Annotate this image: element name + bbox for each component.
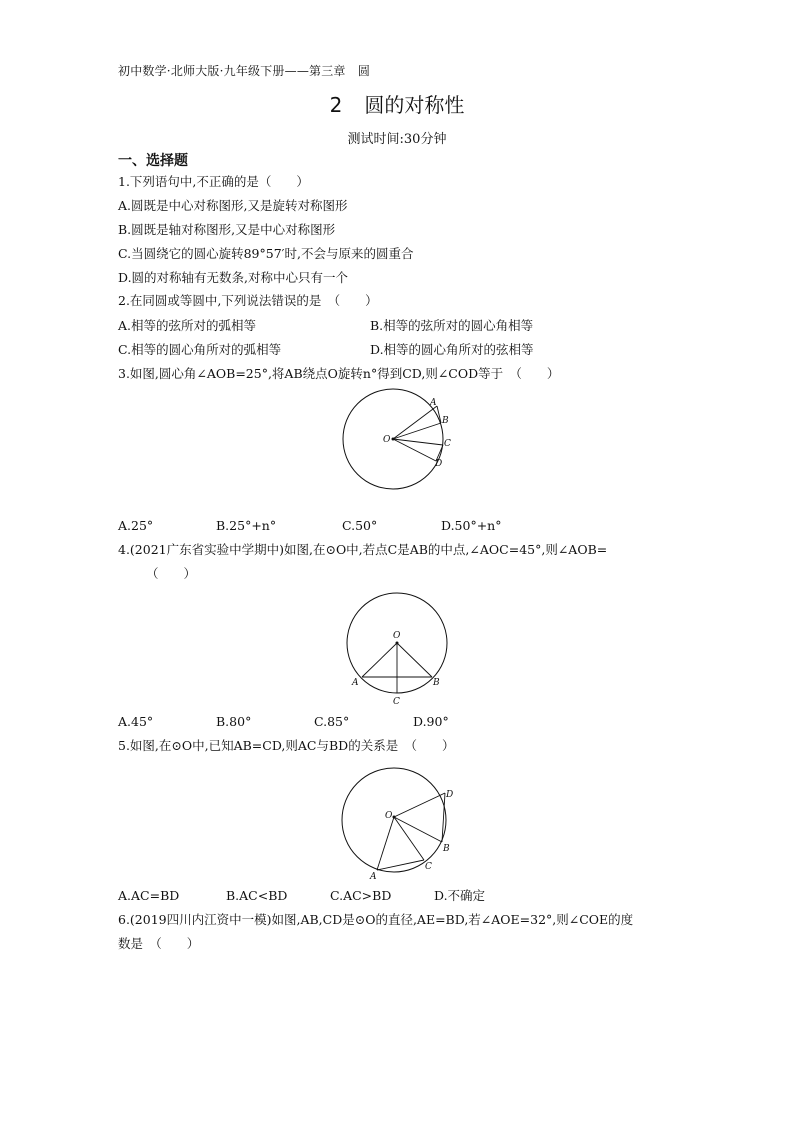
q5-chord-ac [377,860,424,870]
q1-stem: 1.下列语句中,不正确的是（ ） [118,174,309,189]
q5-circle [342,768,446,872]
q5-option-b: B.AC<BD [226,888,288,903]
q5-label-o: O [385,811,393,821]
q3-label-c: C [444,439,451,449]
q1-option-c: C.当圆绕它的圆心旋转89°57′时,不会与原来的圆重合 [118,246,414,261]
q4-option-d: D.90° [413,714,449,729]
q5-label-b: B [443,844,450,854]
q3-radius-ob [393,423,441,439]
q5-radius-ob [394,817,442,842]
q4-label-a: A [352,678,359,688]
q5-center-dot [393,816,396,819]
q3-option-b: B.25°+n° [216,518,277,533]
q4-radius-ob [397,643,432,677]
q5-label-d: D [446,790,454,800]
q3-radius-oa [393,406,437,439]
q5-radius-oc [394,817,424,860]
q1-option-b: B.圆既是轴对称图形,又是中心对称图形 [118,222,336,237]
q3-option-a: A.25° [118,518,154,533]
q3-option-d: D.50°+n° [441,518,502,533]
q4-center-dot [396,642,399,645]
section-heading: 一、选择题 [118,153,188,169]
q5-label-c: C [425,862,432,872]
q4-answer-paren: （ ） [146,566,197,581]
lesson-number: 2 [329,93,343,117]
q6-stem-line2: 数是 （ ） [118,936,200,951]
q4-label-o: O [393,631,401,641]
test-time: 测试时间:30分钟 [347,132,447,147]
q4-label-b: B [433,678,440,688]
q3-radius-od [393,439,436,461]
q2-option-c: C.相等的圆心角所对的弧相等 [118,342,282,357]
q3-stem: 3.如图,圆心角∠AOB=25°,将AB绕点O旋转n°得到CD,则∠COD等于 （ ） [118,366,560,381]
q4-figure-circle [340,588,460,710]
q3-label-o: O [383,435,391,445]
q2-option-b: B.相等的弦所对的圆心角相等 [370,318,534,333]
q3-radius-oc [393,439,443,445]
q5-option-c: C.AC>BD [330,888,392,903]
q5-option-a: A.AC=BD [118,888,180,903]
lesson-title-text: 圆的对称性 [364,93,465,117]
q4-stem: 4.(2021广东省实验中学期中)如图,在⊙O中,若点C是AB的中点,∠AOC=45°,则∠AOB= [118,542,608,557]
q1-option-d: D.圆的对称轴有无数条,对称中心只有一个 [118,270,349,285]
q5-radius-od [394,793,445,817]
q3-label-b: B [442,416,449,426]
q5-stem: 5.如图,在⊙O中,已知AB=CD,则AC与BD的关系是 （ ） [118,738,455,753]
q3-option-c: C.50° [342,518,378,533]
q4-option-a: A.45° [118,714,154,729]
q3-center-dot [392,438,395,441]
q5-radius-oa [377,817,394,870]
q2-option-a: A.相等的弦所对的弧相等 [118,318,257,333]
q4-label-c: C [393,697,400,707]
q6-stem-line1: 6.(2019四川内江资中一模)如图,AB,CD是⊙O的直径,AE=BD,若∠AOE=32°,则∠COE的度 [118,912,634,927]
q4-option-c: C.85° [314,714,350,729]
q5-figure-circle [330,764,470,886]
q2-option-d: D.相等的圆心角所对的弦相等 [370,342,534,357]
lesson-title [0,89,794,118]
q3-label-d: D [435,459,443,469]
q1-option-a: A.圆既是中心对称图形,又是旋转对称图形 [118,198,348,213]
q3-label-a: A [430,398,437,408]
q4-option-b: B.80° [216,714,252,729]
page-header: 初中数学·北师大版·九年级下册——第三章 圆 [118,64,371,78]
q5-label-a: A [370,872,377,882]
q3-figure-circle-rotation [330,383,470,513]
q2-stem: 2.在同圆或等圆中,下列说法错误的是 （ ） [118,293,378,308]
q4-radius-oa [362,643,397,677]
q5-option-d: D.不确定 [434,888,486,903]
